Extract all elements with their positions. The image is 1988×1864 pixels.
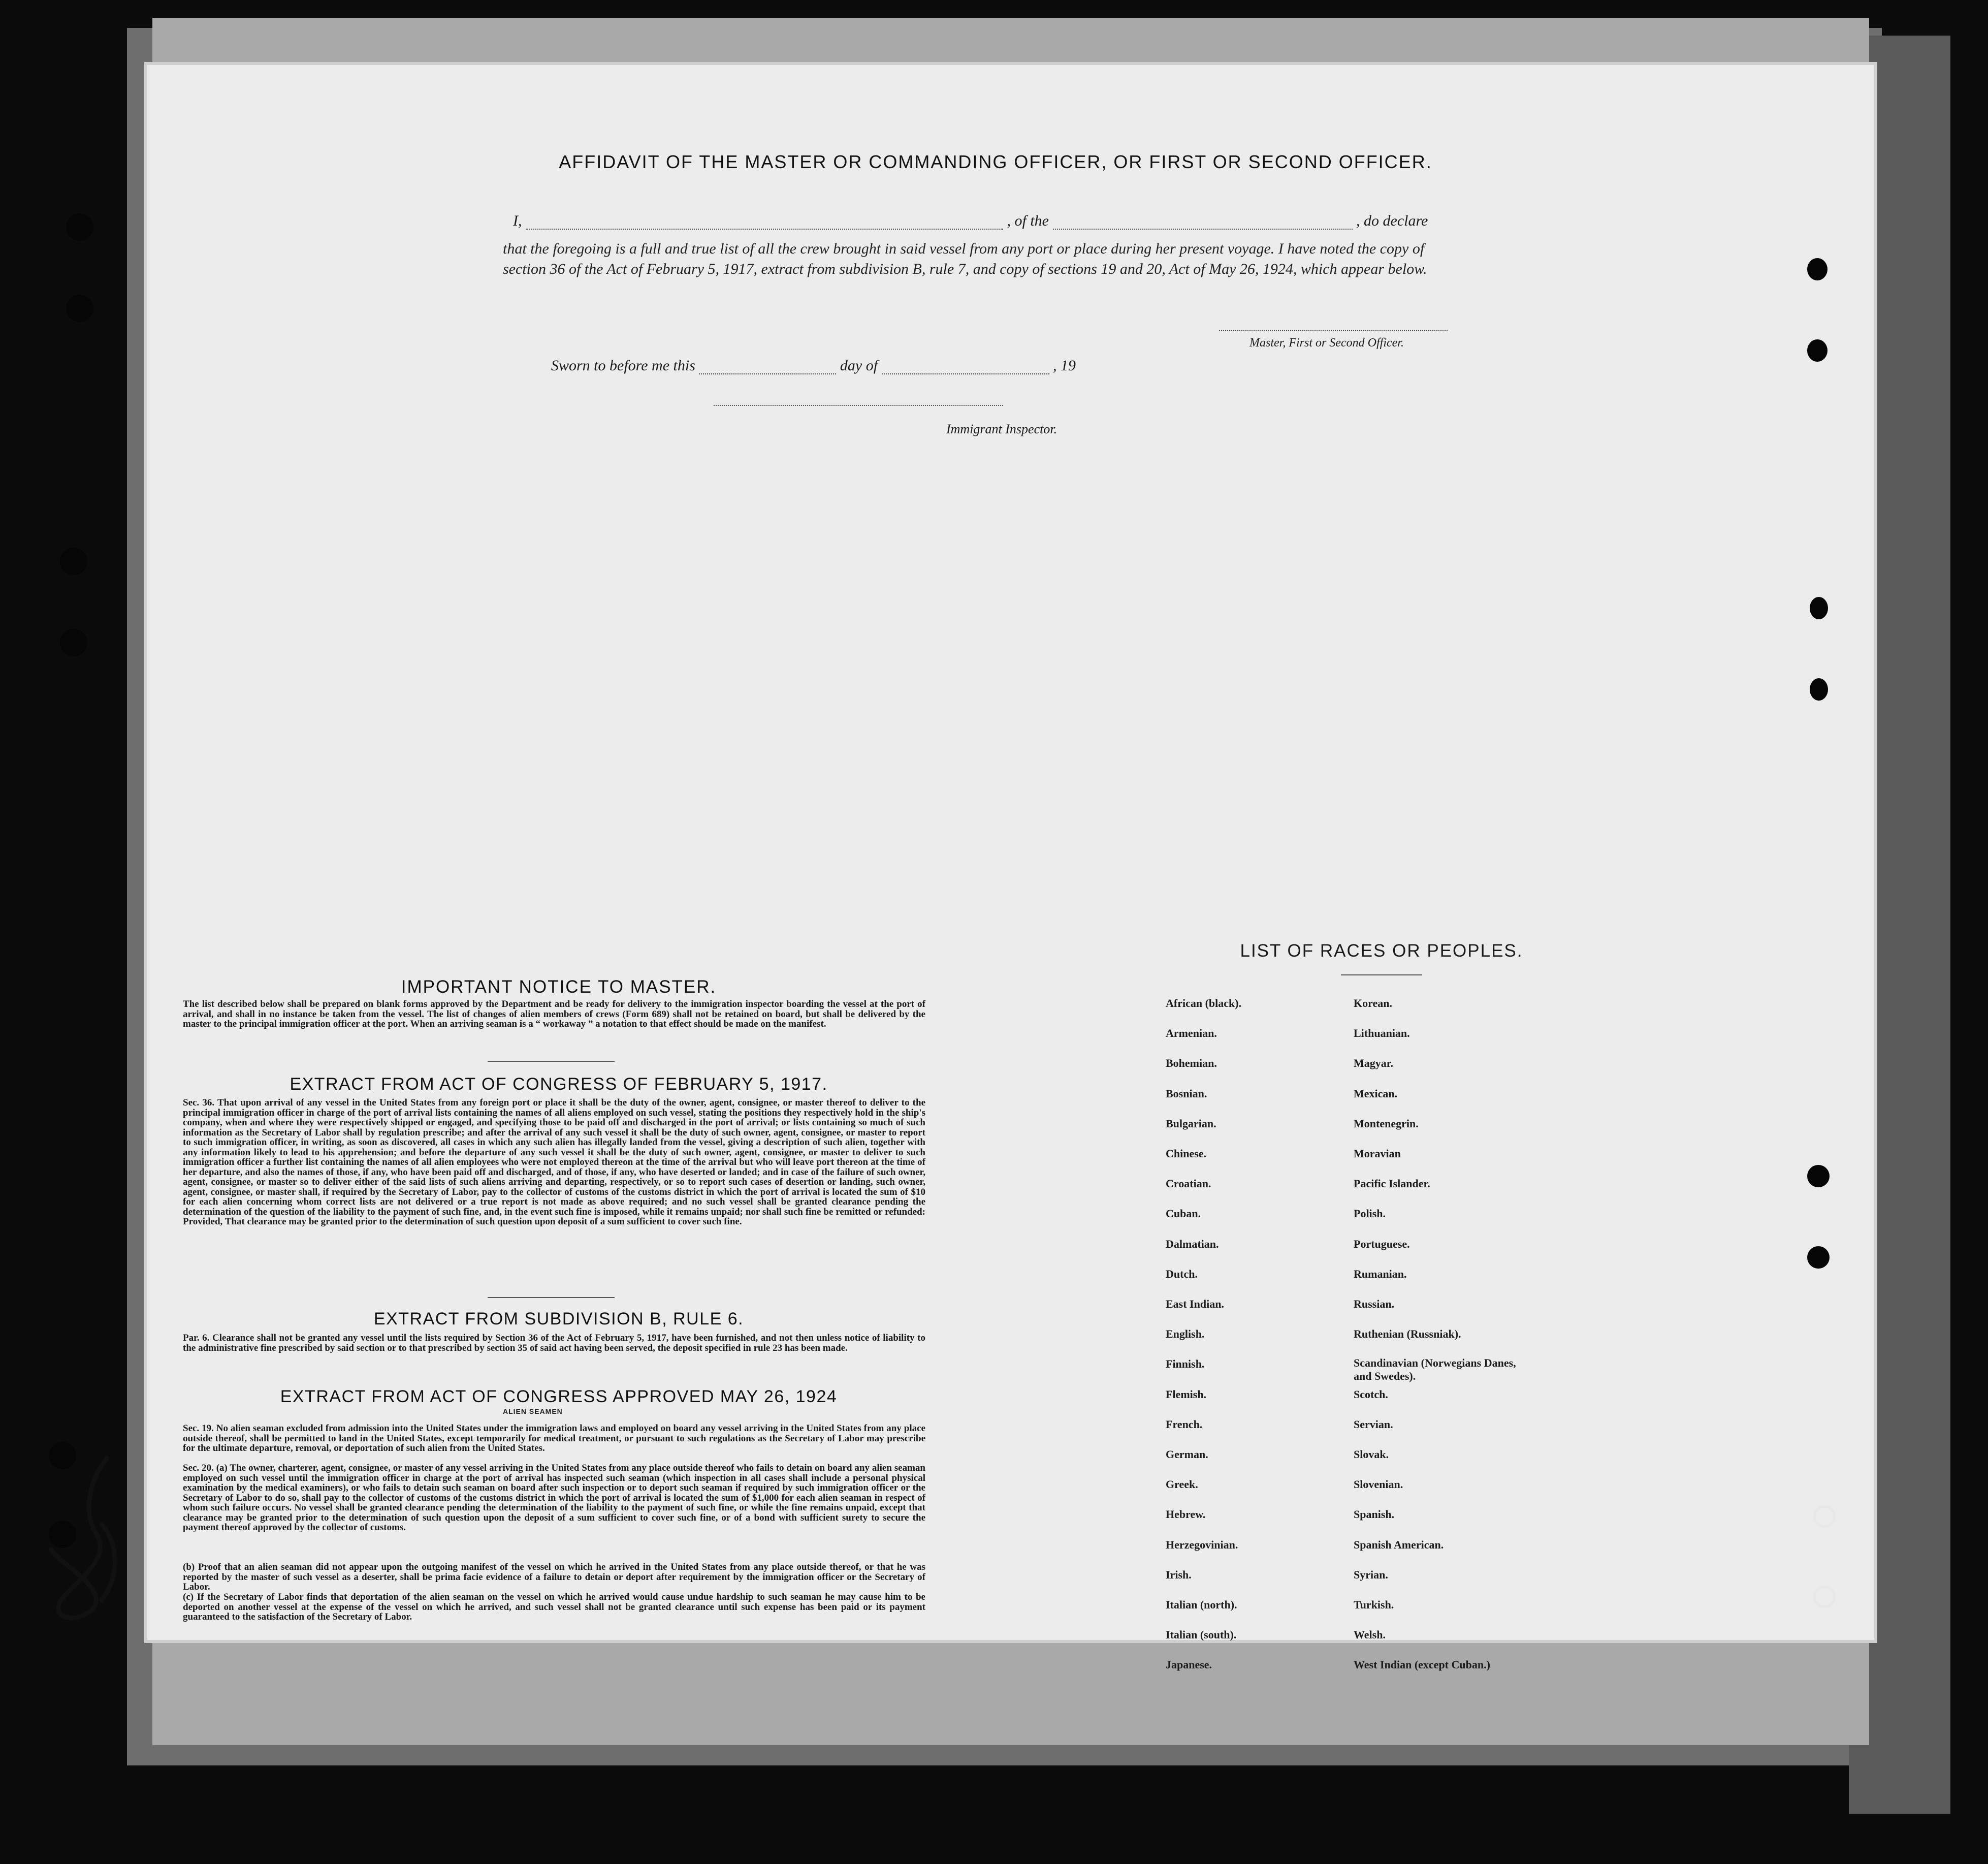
races-title: LIST OF RACES OR PEOPLES. — [1240, 941, 1523, 961]
race-entry: Pacific Islander. — [1354, 1177, 1430, 1190]
race-entry: Montenegrin. — [1354, 1117, 1419, 1130]
binder-hole — [1807, 1165, 1830, 1187]
race-entry: Hebrew. — [1166, 1508, 1206, 1521]
race-entry: Dalmatian. — [1166, 1237, 1219, 1250]
day-blank[interactable] — [699, 373, 836, 374]
race-entry: Syrian. — [1354, 1568, 1388, 1581]
notice-title: IMPORTANT NOTICE TO MASTER. — [401, 977, 717, 997]
race-entry: Bohemian. — [1166, 1057, 1217, 1070]
race-entry: Italian (north). — [1166, 1598, 1237, 1611]
signature-line[interactable] — [1219, 330, 1448, 331]
binder-hole — [1810, 678, 1828, 701]
sworn-label: Sworn to before me this — [551, 357, 695, 374]
extract-1924-title: EXTRACT FROM ACT OF CONGRESS APPROVED MAY 26, 1924 — [280, 1387, 838, 1406]
day-of-label: day of — [840, 357, 878, 374]
race-entry: Moravian — [1354, 1147, 1401, 1160]
race-entry: Polish. — [1354, 1207, 1386, 1220]
race-entry: Chinese. — [1166, 1147, 1207, 1160]
month-blank[interactable] — [882, 373, 1049, 374]
sec-20b-text: (b) Proof that an alien seaman did not appear upon the outgoing manifest of the vessel on which he arrived in the United States from any place outside thereof, or that he was reported by the master of such vessel as a deserter, shall be prima facie evidence of a failure to detain or deport after requirement by the immigration officer or the Secretary of Labor. — [183, 1562, 925, 1592]
divider — [488, 1061, 615, 1062]
race-entry: Armenian. — [1166, 1027, 1217, 1040]
race-entry: West Indian (except Cuban.) — [1354, 1658, 1490, 1671]
race-entry: Herzegovinian. — [1166, 1538, 1238, 1551]
binder-hole — [60, 548, 87, 575]
race-entry: Slovak. — [1354, 1448, 1389, 1461]
race-entry: Portuguese. — [1354, 1237, 1410, 1250]
do-declare-label: , do declare — [1356, 212, 1428, 229]
race-entry: Greek. — [1166, 1478, 1198, 1491]
declaration-text: that the foregoing is a full and true list of all the crew brought in said vessel from any port or place during her present voyage. I have noted the copy of section 36 of the Act of February 5, 1917, extract from subdivision B, rule 7, and copy of sections 19 and 20, Act of May 26, 1924, which appear below. — [503, 240, 1427, 277]
race-entry: Servian. — [1354, 1417, 1393, 1431]
race-entry: Irish. — [1166, 1568, 1192, 1581]
race-entry: English. — [1166, 1328, 1205, 1341]
binder-hole — [66, 295, 93, 322]
binder-hole — [60, 629, 87, 656]
extract-1917-title: EXTRACT FROM ACT OF CONGRESS OF FEBRUARY 5, 1917. — [290, 1075, 828, 1094]
extract-rule6-title: EXTRACT FROM SUBDIVISION B, RULE 6. — [373, 1309, 744, 1329]
race-entry: Rumanian. — [1354, 1267, 1407, 1280]
declaration-line — [513, 212, 1468, 230]
race-entry: Croatian. — [1166, 1177, 1211, 1190]
i-label: I, — [513, 212, 522, 229]
race-entry: Cuban. — [1166, 1207, 1201, 1220]
race-entry: Japanese. — [1166, 1658, 1212, 1671]
race-entry: Slovenian. — [1354, 1478, 1403, 1491]
inspector-signature-line[interactable] — [714, 405, 1003, 406]
race-entry: French. — [1166, 1417, 1203, 1431]
binder-hole — [1807, 258, 1827, 280]
race-entry: Bosnian. — [1166, 1087, 1207, 1100]
extract-rule6-text: Par. 6. Clearance shall not be granted any vessel until the lists required by Section 36 of the Act of February 5, 1917, have been furnished, and not then unless notice of liability to the administrative fine prescribed by said section or to that prescribed by section 35 of said act having been served, the deposit specified in rule 23 has been made. — [183, 1333, 925, 1353]
race-entry: Russian. — [1354, 1298, 1395, 1310]
binder-hole — [66, 213, 93, 241]
binder-hole — [1810, 597, 1828, 619]
sec-20a-text: Sec. 20. (a) The owner, charterer, agent, consignee, or master of any vessel arriving in the United States from any place outside thereof who fails to detain on board any alien seaman employed on such vessel until the immigration officer in charge at the port of arrival has inspected such seaman (which inspection in all cases shall include a personal physical examination by the medical examiners), or who fails to detain such seaman on board after such inspection or to deport such seaman if required by such immigration officer or the Secretary of Labor to do so, shall pay to the collector of customs of the customs district in which the port of arrival is located the sum of $1,000 for each alien seaman in respect of whom such failure occurs. No vessel shall be granted clearance pending the determination of the liability to the payment of such fine, or while the fine remains unpaid, except that clearance may be granted prior to the determination of such question upon the deposit of a sum sufficient to cover such fine, or of a bond with sufficient surety to secure the payment thereof approved by the collector of customs. — [183, 1463, 925, 1533]
race-entry: Mexican. — [1354, 1087, 1398, 1100]
notice-text: The list described below shall be prepared on blank forms approved by the Department and be ready for delivery to the immigration inspector boarding the vessel at the port of arrival, and shall in no instance be taken from the vessel. The list of changes of alien members of crews (Form 689) shall not be retained on board, but shall be delivered by the master to the principal immigration officer at the port. When an arriving seaman is a “ workaway ” a notation to that effect should be made on the manifest. — [183, 999, 925, 1029]
race-entry: Magyar. — [1354, 1057, 1394, 1070]
of-the-label: , of the — [1007, 212, 1049, 229]
name-blank[interactable] — [526, 229, 1003, 230]
race-entry: Scotch. — [1354, 1387, 1388, 1401]
divider — [488, 1297, 615, 1298]
signature-caption: Master, First or Second Officer. — [1249, 336, 1404, 350]
vessel-blank[interactable] — [1053, 229, 1353, 230]
race-entry: German. — [1166, 1448, 1208, 1461]
race-entry: Spanish American. — [1354, 1538, 1444, 1551]
race-entry: Flemish. — [1166, 1387, 1207, 1401]
alien-seamen-subtitle: ALIEN SEAMEN — [503, 1407, 563, 1415]
sworn-line — [551, 357, 1161, 374]
race-entry: Finnish. — [1166, 1357, 1205, 1371]
race-entry: Scandinavian (Norwegians Danes, and Swedes). — [1354, 1356, 1516, 1383]
race-entry: East Indian. — [1166, 1298, 1224, 1310]
affidavit-title: AFFIDAVIT OF THE MASTER OR COMMANDING OFFICER, OR FIRST OR SECOND OFFICER. — [559, 151, 1432, 172]
race-entry: Italian (south). — [1166, 1628, 1237, 1641]
race-entry: Bulgarian. — [1166, 1117, 1216, 1130]
race-entry: Korean. — [1354, 997, 1392, 1009]
extract-1917-text: Sec. 36. That upon arrival of any vessel in the United States from any foreign port or place it shall be the duty of the owner, agent, consignee, or master thereof to deliver to the principal immigration officer in charge of the port of arrival lists containing the names of all aliens employed on such vessel, stating the positions they respectively hold in the ship's company, when and where they were respectively shipped or engaged, and specifying those to be paid off and discharged in the port of arrival; or lists containing so much of such information as the Secretary of Labor shall by regulation prescribe; and after the arrival of any such vessel it shall be the duty of such owner, agent, consignee, or master to report to such immigration officer, in writing, as soon as discovered, all cases in which any such alien has illegally landed from the vessel, giving a description of such alien, together with any information likely to lead to his apprehension; and before the departure of any such vessel it shall be the duty of such owner, agent, consignee, or master to deliver to such immigration officer a further list containing the names of all alien employees who were not employed thereon at the time of the arrival but who will leave port thereon at the time of her departure, and also the names of those, if any, who have been paid off and discharged, and of those, if any, who have deserted or landed; and in case of the failure of such owner, agent, consignee, or master so to deliver either of the said lists of such aliens arriving and departing, respectively, or so to report such cases of desertion or landing, such owner, agent, consignee, or master shall, if required by the Secretary of Labor, pay to the collector of customs of the customs district in which the port of arrival is located the sum of $10 for each alien concerning whom correct lists are not delivered or a true report is not made as above required; and no such vessel shall be granted clearance pending the determination of the question of the liability to the payment of such fine, and, in the event such fine is imposed, while it remains unpaid; nor shall such fine be remitted or refunded: Provided, That clearance may be granted prior to the determination of such question upon deposit of a sum sufficient to cover such fine. — [183, 1097, 925, 1227]
race-entry: African (black). — [1166, 997, 1242, 1009]
divider — [1341, 974, 1422, 975]
race-entry: Dutch. — [1166, 1267, 1198, 1280]
binder-hole — [1813, 1586, 1836, 1608]
race-entry: Spanish. — [1354, 1508, 1395, 1521]
binder-hole — [1813, 1505, 1836, 1528]
year-label: , 19 — [1053, 357, 1076, 374]
race-entry: Welsh. — [1354, 1628, 1386, 1641]
inspector-caption: Immigrant Inspector. — [946, 422, 1057, 436]
race-entry: Ruthenian (Russniak). — [1354, 1328, 1461, 1341]
sec-19-text: Sec. 19. No alien seaman excluded from admission into the United States under the immigration laws and employed on board any vessel arriving in the United States from any place outside thereof, shall be permitted to land in the United States, except temporarily for medical treatment, or pursuant to such regulations as the Secretary of Labor may prescribe for the ultimate departure, removal, or deportation of such alien from the United States. — [183, 1423, 925, 1454]
sec-20c-text: (c) If the Secretary of Labor finds that deportation of the alien seaman on the vessel on which he arrived would cause undue hardship to such seaman he may cause him to be deported on another vessel at the expense of the vessel on which he arrived, and such vessel shall not be granted clearance until such expense has been paid or its payment guaranteed to the satisfaction of the Secretary of Labor. — [183, 1592, 925, 1622]
race-entry: Lithuanian. — [1354, 1027, 1410, 1040]
binder-hole — [1807, 339, 1827, 362]
race-entry: Turkish. — [1354, 1598, 1394, 1611]
handwritten-mark — [30, 1448, 142, 1631]
binder-hole — [1807, 1246, 1830, 1269]
